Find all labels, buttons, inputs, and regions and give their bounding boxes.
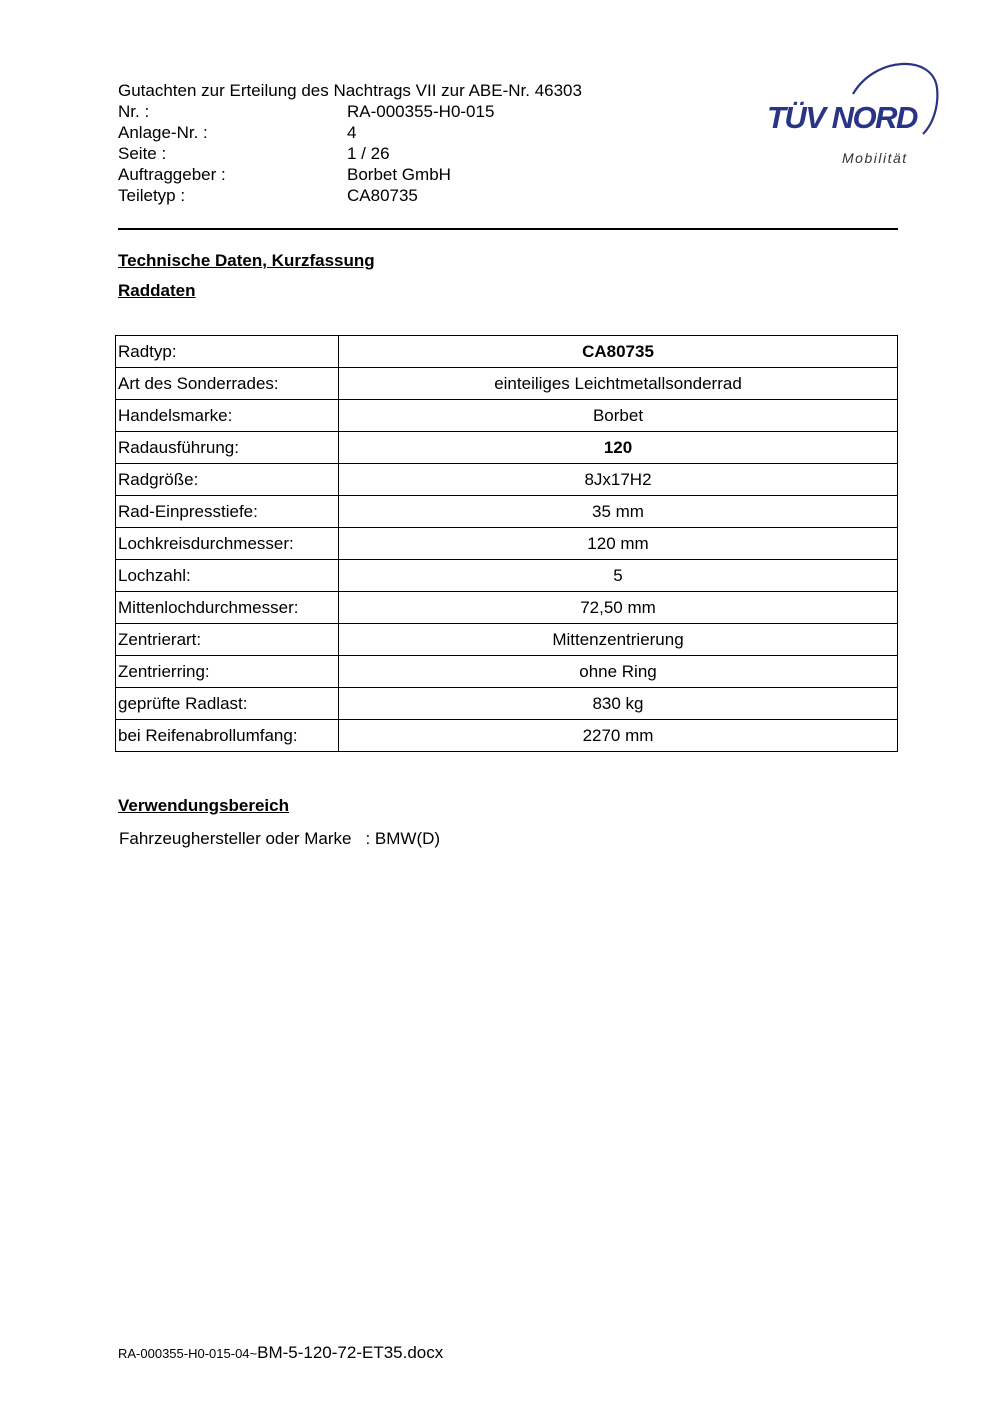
table-row [116, 400, 898, 432]
usage-value: : BMW(D) [365, 829, 441, 848]
header-value: RA-000355-H0-015 [347, 102, 495, 121]
table-row [116, 496, 898, 528]
header-row-client [118, 164, 582, 185]
header-row-number [118, 101, 582, 122]
header-label: Teiletyp : [118, 186, 186, 205]
row-label: Mittenlochdurchmesser: [116, 592, 339, 624]
row-label: Art des Sonderrades: [116, 368, 339, 400]
header-divider [118, 228, 898, 230]
row-value: ohne Ring [339, 656, 898, 688]
header-label: Anlage-Nr. : [118, 123, 208, 142]
document-header [118, 80, 582, 206]
wheel-data-table [115, 335, 898, 752]
row-value: Mittenzentrierung [339, 624, 898, 656]
row-value: 8Jx17H2 [339, 464, 898, 496]
logo-tagline: Mobilität [842, 150, 908, 166]
row-value: Borbet [339, 400, 898, 432]
row-value: 120 [339, 432, 898, 464]
row-value: 120 mm [339, 528, 898, 560]
table-row [116, 688, 898, 720]
usage-label: Fahrzeughersteller oder Marke [119, 829, 352, 848]
row-label: Zentrierring: [116, 656, 339, 688]
wheel-data-heading: Raddaten [118, 281, 196, 300]
table-row [116, 336, 898, 368]
row-label: bei Reifenabrollumfang: [116, 720, 339, 752]
usage-manufacturer [119, 829, 440, 849]
header-label: Seite : [118, 144, 167, 163]
table-row [116, 528, 898, 560]
header-row-attachment [118, 122, 582, 143]
footer-filename: BM-5-120-72-ET35.docx [257, 1343, 444, 1362]
table-row [116, 624, 898, 656]
header-value: 1 / 26 [347, 144, 390, 163]
header-value: CA80735 [347, 186, 418, 205]
row-value: 2270 mm [339, 720, 898, 752]
row-label: Handelsmarke: [116, 400, 339, 432]
row-value: 72,50 mm [339, 592, 898, 624]
row-label: Radgröße: [116, 464, 339, 496]
table-row [116, 464, 898, 496]
tuev-nord-logo [765, 58, 945, 173]
row-label: Radtyp: [116, 336, 339, 368]
usage-heading: Verwendungsbereich [118, 796, 289, 815]
table-row [116, 592, 898, 624]
row-value: 5 [339, 560, 898, 592]
row-value: einteiliges Leichtmetallsonderrad [339, 368, 898, 400]
summary-heading: Technische Daten, Kurzfassung [118, 251, 375, 270]
row-value: 35 mm [339, 496, 898, 528]
row-label: Zentrierart: [116, 624, 339, 656]
row-value: CA80735 [339, 336, 898, 368]
footer-prefix: RA-000355-H0-015-04~ [118, 1346, 258, 1361]
header-value: Borbet GmbH [347, 165, 451, 184]
header-row-part-type [118, 185, 582, 206]
header-label: Auftraggeber : [118, 165, 226, 184]
row-label: Lochzahl: [116, 560, 339, 592]
header-row-page [118, 143, 582, 164]
table-row [116, 720, 898, 752]
table-row [116, 432, 898, 464]
row-value: 830 kg [339, 688, 898, 720]
logo-brand: TÜV NORD [767, 100, 917, 135]
header-value: 4 [347, 123, 357, 142]
row-label: Lochkreisdurchmesser: [116, 528, 339, 560]
document-footer [118, 1343, 443, 1363]
row-label: Radausführung: [116, 432, 339, 464]
table-row [116, 560, 898, 592]
document-title: Gutachten zur Erteilung des Nachtrags VII zur ABE-Nr. 46303 [118, 81, 582, 100]
row-label: Rad-Einpresstiefe: [116, 496, 339, 528]
row-label: geprüfte Radlast: [116, 688, 339, 720]
header-label: Nr. : [118, 102, 150, 121]
table-row [116, 368, 898, 400]
table-row [116, 656, 898, 688]
